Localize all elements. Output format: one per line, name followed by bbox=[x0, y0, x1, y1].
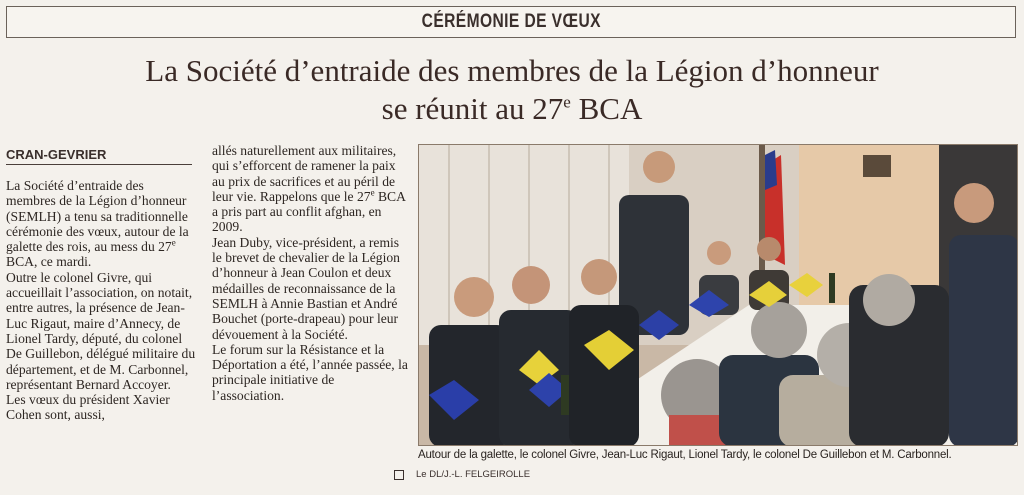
article-headline bbox=[0, 52, 1024, 128]
col2-paragraph-3: Le forum sur la Résistance et la Déportation a été, l’année passée, la principale initiative de l’association. bbox=[212, 341, 408, 403]
col1-p1-tail: BCA, ce mardi. bbox=[6, 254, 92, 270]
photo-caption: Autour de la galette, le colonel Givre, Jean-Luc Rigaut, Lionel Tardy, le colonel De Guillebon et M. Carbonnel. bbox=[418, 449, 952, 461]
col2-p1-text: allés naturellement aux militaires, qui s’efforcent de ramener la paix au prix de sacrifices et au péril de leur vie. Rappelons que le 27 bbox=[212, 143, 397, 204]
col2-paragraph-2: Jean Duby, vice-président, a remis le brevet de chevalier de la Légion d’honneur à Jean Coulon et deux médailles de reconnaissance de la SEMLH à Annie Bastian et André Bouchet (porte-drapeau) pour leur dévouement à la Société. bbox=[212, 234, 400, 342]
headline-line-2-sup: e bbox=[563, 92, 571, 112]
headline-line-1: La Société d’entraide des membres de la Légion d’honneur bbox=[145, 53, 879, 88]
col1-p1-text: La Société d’entraide des membres de la Légion d’honneur (SEMLH) a tenu sa traditionnelle cérémonie des vœux, autour de la galette des rois, au mess du 27 bbox=[6, 178, 189, 255]
col1-p1-sup: e bbox=[171, 237, 176, 248]
photo-credit bbox=[394, 469, 530, 480]
headline-line-2-post: BCA bbox=[570, 91, 643, 126]
col1-paragraph-1 bbox=[6, 178, 196, 270]
col1-paragraph-2: Outre le colonel Givre, qui accueillait l’association, on notait, entre autres, la présence de Jean-Luc Rigaut, maire d’Annecy, de Lionel Tardy, député, du colonel De Guillebon, délégué militaire du département, et de M. Carbonnel, représentant Bernard Accoyer. bbox=[6, 269, 196, 392]
col2-p1-tail: BCA a pris part au conflit afghan, en 2009. bbox=[212, 188, 406, 235]
col2-paragraph-1 bbox=[212, 143, 408, 235]
square-bullet-icon bbox=[394, 470, 404, 480]
photo-credit-text: Le DL/J.-L. FELGEIROLLE bbox=[416, 469, 531, 480]
location-dateline: CRAN-GEVRIER bbox=[6, 147, 192, 165]
headline-line-2-pre: se réunit au 27 bbox=[381, 91, 564, 126]
event-photo-illustration bbox=[419, 145, 1018, 446]
section-rubric bbox=[6, 6, 1016, 38]
article-column-1 bbox=[6, 178, 196, 423]
article-column-2 bbox=[212, 143, 408, 403]
col1-paragraph-3: Les vœux du président Xavier Cohen sont, aussi, bbox=[6, 392, 170, 423]
event-photo bbox=[418, 144, 1018, 446]
headline-line-2 bbox=[0, 90, 1024, 128]
col2-p1-sup: e bbox=[370, 187, 375, 198]
rubric-label: CÉRÉMONIE DE VŒUX bbox=[421, 11, 601, 32]
